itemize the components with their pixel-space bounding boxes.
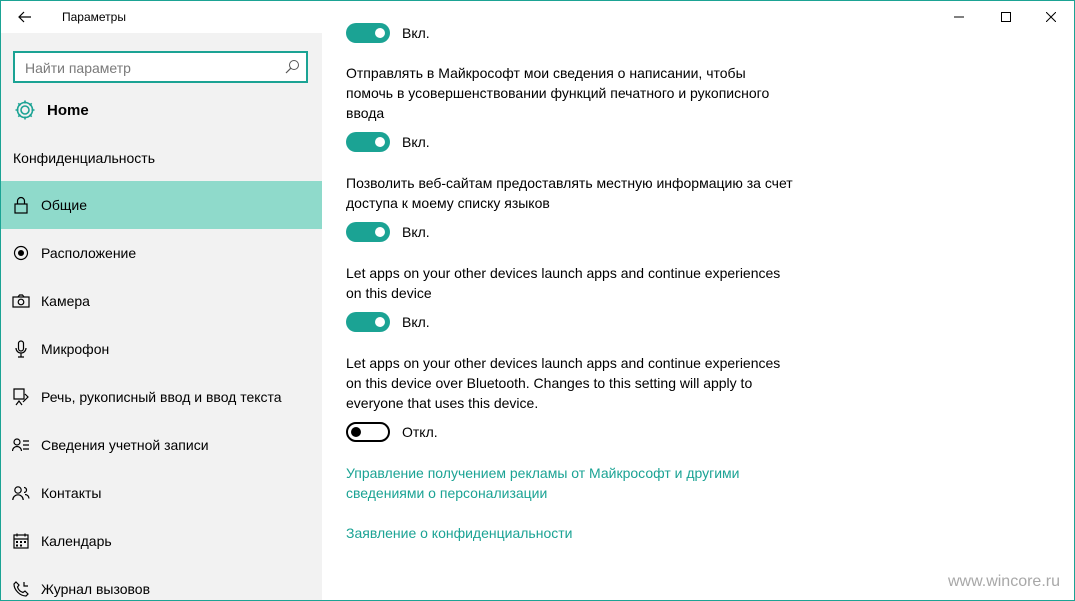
toggle-state-label: Вкл. [402,314,430,330]
sidebar [1,33,322,601]
ads-personalization-link[interactable]: Управление получением рекламы от Майкрософт и другими сведениями о персонализации [346,465,740,501]
window-title: Параметры [62,10,126,24]
toggle-knob [375,317,385,327]
toggle-switch[interactable] [346,312,390,332]
sidebar-item-general[interactable] [1,181,322,229]
microphone-icon [12,340,30,358]
setting-description: Отправлять в Майкрософт мои сведения о написании, чтобы помочь в усовершенствовании функций печатного и рукописного ввода [346,65,770,121]
toggle-state-label: Вкл. [402,224,430,240]
sidebar-item-label: Расположение [41,245,137,261]
sidebar-item-contacts[interactable] [1,469,322,517]
toggle-state-label: Вкл. [402,25,430,41]
call-history-icon [12,580,30,598]
title-bar [1,1,1074,33]
sidebar-item-label: Журнал вызовов [41,581,151,597]
search-icon[interactable] [284,59,300,75]
sidebar-item-microphone[interactable] [1,325,322,373]
close-button[interactable] [1028,1,1074,33]
main-content [322,25,1074,601]
gear-icon [13,98,37,122]
sidebar-item-location[interactable] [1,229,322,277]
toggle-row [346,422,438,442]
toggle-knob [375,28,385,38]
toggle-knob [375,137,385,147]
toggle-row [346,312,430,332]
toggle-switch[interactable] [346,422,390,442]
speech-icon [12,388,30,406]
toggle-switch[interactable] [346,222,390,242]
toggle-switch[interactable] [346,23,390,43]
contacts-icon [12,484,30,502]
home-label: Home [47,101,89,119]
location-icon [12,244,30,262]
toggle-row [346,132,430,152]
setting-description: Let apps on your other devices launch apps and continue experiences on this device [346,265,781,301]
toggle-knob [351,427,361,437]
setting-description: Позволить веб-сайтам предоставлять местную информацию за счет доступа к моему списку языков [346,175,793,211]
minimize-button[interactable] [936,1,982,33]
sidebar-item-label: Камера [41,293,90,309]
toggle-state-label: Вкл. [402,134,430,150]
sidebar-item-label: Календарь [41,533,112,549]
close-icon [1046,12,1056,22]
privacy-statement-link[interactable]: Заявление о конфиденциальности [346,525,573,541]
sidebar-item-speech[interactable] [1,373,322,421]
toggle-switch[interactable] [346,132,390,152]
sidebar-item-call-history[interactable] [1,565,322,601]
watermark: www.wincore.ru [947,573,1060,590]
lock-icon [12,196,30,214]
back-button[interactable] [1,1,49,33]
sidebar-item-account-info[interactable] [1,421,322,469]
sidebar-item-label: Речь, рукописный ввод и ввод текста [41,389,282,405]
toggle-knob [375,227,385,237]
calendar-icon [12,532,30,550]
sidebar-item-label: Общие [41,197,88,213]
toggle-state-label: Откл. [402,424,438,440]
maximize-button[interactable] [983,1,1029,33]
toggle-row [346,222,430,242]
sidebar-item-label: Сведения учетной записи [41,437,209,453]
search-box[interactable] [13,51,308,83]
toggle-row-top [346,23,430,43]
sidebar-item-label: Контакты [41,485,102,501]
sidebar-item-calendar[interactable] [1,517,322,565]
sidebar-item-camera[interactable] [1,277,322,325]
camera-icon [12,292,30,310]
home-link[interactable] [13,97,303,123]
account-info-icon [12,436,30,454]
minimize-icon [954,12,964,22]
setting-description: Let apps on your other devices launch apps and continue experiences on this device over Bluetooth. Changes to this setting will apply to everyone that uses this device. [346,355,781,411]
maximize-icon [1001,12,1011,22]
section-title: Конфиденциальность [13,150,156,166]
back-arrow-icon [18,11,32,23]
sidebar-item-label: Микрофон [41,341,110,357]
search-input[interactable]: Найти параметр [25,60,131,76]
